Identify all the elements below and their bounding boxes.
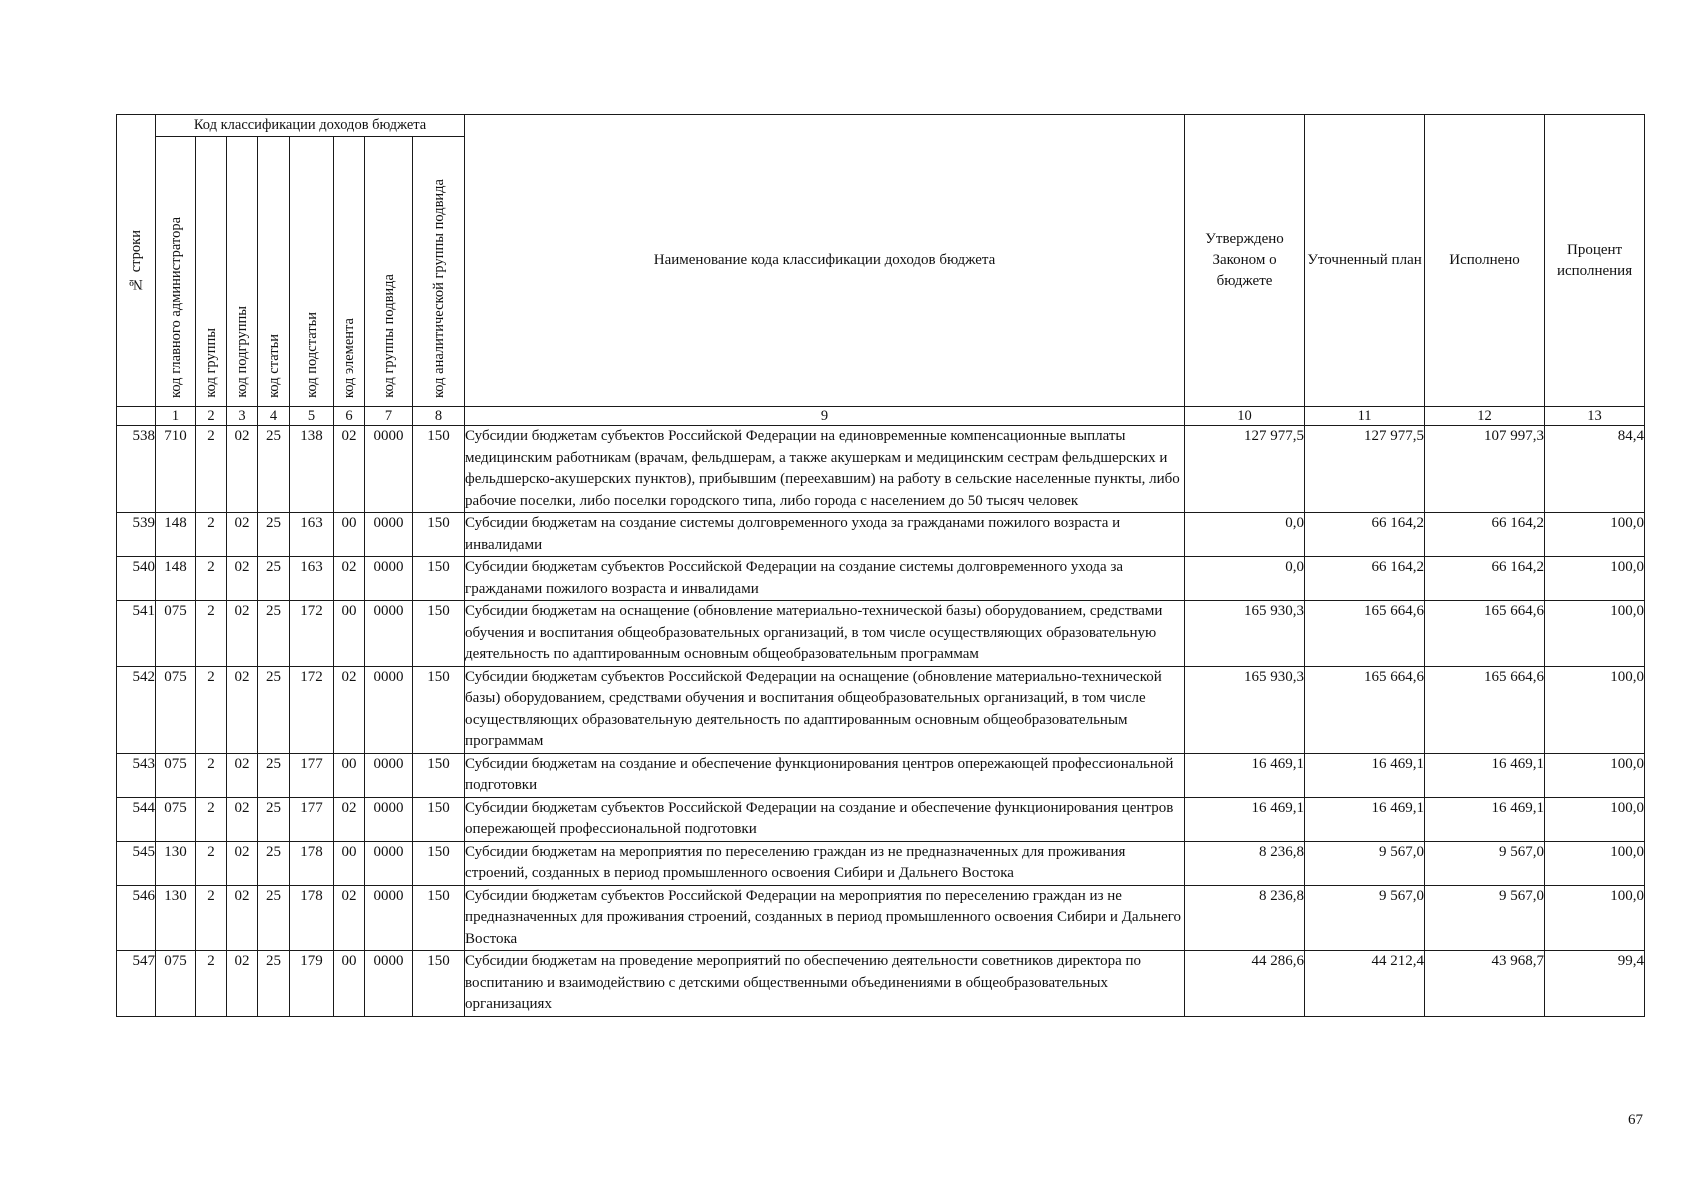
column-number: 8 bbox=[413, 407, 465, 426]
subarticle-code-cell: 179 bbox=[290, 951, 334, 1017]
row-number-cell: 545 bbox=[117, 841, 156, 885]
table-row bbox=[117, 885, 1645, 951]
page-number: 67 bbox=[1628, 1112, 1643, 1128]
admin-code-cell: 075 bbox=[156, 951, 196, 1017]
column-number: 11 bbox=[1305, 407, 1425, 426]
budget-revenue-table bbox=[116, 114, 1645, 1017]
analytic-code-cell: 150 bbox=[413, 426, 465, 513]
element-code-cell: 02 bbox=[334, 885, 365, 951]
analytic-code-cell: 150 bbox=[413, 601, 465, 667]
percent-value-cell: 100,0 bbox=[1545, 513, 1645, 557]
table-row bbox=[117, 666, 1645, 753]
analytic-code-cell: 150 bbox=[413, 513, 465, 557]
executed-value-cell: 66 164,2 bbox=[1425, 557, 1545, 601]
approved-value-cell: 165 930,3 bbox=[1185, 601, 1305, 667]
executed-value-cell: 165 664,6 bbox=[1425, 601, 1545, 667]
executed-column-header: Исполнено bbox=[1425, 115, 1545, 407]
admin-code-cell: 130 bbox=[156, 885, 196, 951]
group-code-cell: 2 bbox=[196, 797, 227, 841]
subtype-group-code-header: код группы подвида bbox=[365, 137, 413, 407]
subgroup-code-cell: 02 bbox=[227, 513, 258, 557]
group-code-cell: 2 bbox=[196, 666, 227, 753]
subgroup-code-cell: 02 bbox=[227, 951, 258, 1017]
percent-value-cell: 99,4 bbox=[1545, 951, 1645, 1017]
approved-value-cell: 8 236,8 bbox=[1185, 841, 1305, 885]
row-number-header: № строки bbox=[117, 115, 156, 407]
approved-value-cell: 16 469,1 bbox=[1185, 753, 1305, 797]
article-code-cell: 25 bbox=[258, 557, 290, 601]
article-code-header: код статьи bbox=[258, 137, 290, 407]
subtype-group-code-cell: 0000 bbox=[365, 557, 413, 601]
approved-value-cell: 0,0 bbox=[1185, 513, 1305, 557]
revenue-name-cell: Субсидии бюджетам на создание и обеспечение функционирования центров опережающей профессиональной подготовки bbox=[465, 753, 1185, 797]
group-code-cell: 2 bbox=[196, 885, 227, 951]
refined-plan-value-cell: 66 164,2 bbox=[1305, 557, 1425, 601]
article-code-cell: 25 bbox=[258, 951, 290, 1017]
subtype-group-code-cell: 0000 bbox=[365, 797, 413, 841]
table-row bbox=[117, 753, 1645, 797]
subtype-group-code-cell: 0000 bbox=[365, 601, 413, 667]
admin-code-cell: 148 bbox=[156, 557, 196, 601]
executed-value-cell: 66 164,2 bbox=[1425, 513, 1545, 557]
revenue-name-cell: Субсидии бюджетам на оснащение (обновление материально-технической базы) оборудованием, средствами обучения и воспитания общеобразовательных организаций, в том числе осуществляющих образовательную деятельность по адаптированным основным общеобразовательным программам bbox=[465, 601, 1185, 667]
approved-value-cell: 127 977,5 bbox=[1185, 426, 1305, 513]
analytic-group-code-header: код аналитической группы подвида bbox=[413, 137, 465, 407]
approved-value-cell: 0,0 bbox=[1185, 557, 1305, 601]
column-number: 4 bbox=[258, 407, 290, 426]
table-row bbox=[117, 557, 1645, 601]
approved-value-cell: 8 236,8 bbox=[1185, 885, 1305, 951]
admin-code-header: код главного администратора bbox=[156, 137, 196, 407]
article-code-cell: 25 bbox=[258, 753, 290, 797]
percent-value-cell: 100,0 bbox=[1545, 841, 1645, 885]
refined-plan-value-cell: 44 212,4 bbox=[1305, 951, 1425, 1017]
subarticle-code-cell: 177 bbox=[290, 753, 334, 797]
executed-value-cell: 16 469,1 bbox=[1425, 797, 1545, 841]
percent-value-cell: 100,0 bbox=[1545, 557, 1645, 601]
row-number-cell: 538 bbox=[117, 426, 156, 513]
percent-value-cell: 84,4 bbox=[1545, 426, 1645, 513]
approved-value-cell: 44 286,6 bbox=[1185, 951, 1305, 1017]
element-code-cell: 02 bbox=[334, 666, 365, 753]
subgroup-code-header: код подгруппы bbox=[227, 137, 258, 407]
executed-value-cell: 16 469,1 bbox=[1425, 753, 1545, 797]
article-code-cell: 25 bbox=[258, 797, 290, 841]
subarticle-code-cell: 177 bbox=[290, 797, 334, 841]
percent-value-cell: 100,0 bbox=[1545, 885, 1645, 951]
table-row bbox=[117, 601, 1645, 667]
column-number: 1 bbox=[156, 407, 196, 426]
subtype-group-code-cell: 0000 bbox=[365, 753, 413, 797]
element-code-cell: 00 bbox=[334, 601, 365, 667]
refined-plan-value-cell: 165 664,6 bbox=[1305, 666, 1425, 753]
element-code-cell: 02 bbox=[334, 557, 365, 601]
subarticle-code-cell: 178 bbox=[290, 841, 334, 885]
column-number-blank bbox=[117, 407, 156, 426]
admin-code-cell: 148 bbox=[156, 513, 196, 557]
column-number: 3 bbox=[227, 407, 258, 426]
row-number-cell: 543 bbox=[117, 753, 156, 797]
admin-code-cell: 130 bbox=[156, 841, 196, 885]
revenue-name-cell: Субсидии бюджетам субъектов Российской Федерации на создание и обеспечение функционирования центров опережающей профессиональной подготовки bbox=[465, 797, 1185, 841]
group-code-cell: 2 bbox=[196, 753, 227, 797]
analytic-code-cell: 150 bbox=[413, 753, 465, 797]
refined-plan-value-cell: 9 567,0 bbox=[1305, 885, 1425, 951]
refined-plan-value-cell: 16 469,1 bbox=[1305, 797, 1425, 841]
approved-column-header: Утверждено Законом о бюджете bbox=[1185, 115, 1305, 407]
approved-value-cell: 165 930,3 bbox=[1185, 666, 1305, 753]
column-number: 9 bbox=[465, 407, 1185, 426]
admin-code-cell: 075 bbox=[156, 753, 196, 797]
subgroup-code-cell: 02 bbox=[227, 753, 258, 797]
revenue-name-cell: Субсидии бюджетам субъектов Российской Федерации на мероприятия по переселению граждан из не предназначенных для проживания строений, созданных в период промышленного освоения Сибири и Дальнего Востока bbox=[465, 885, 1185, 951]
row-number-cell: 546 bbox=[117, 885, 156, 951]
executed-value-cell: 9 567,0 bbox=[1425, 841, 1545, 885]
column-number: 12 bbox=[1425, 407, 1545, 426]
article-code-cell: 25 bbox=[258, 666, 290, 753]
admin-code-cell: 710 bbox=[156, 426, 196, 513]
percent-value-cell: 100,0 bbox=[1545, 797, 1645, 841]
subgroup-code-cell: 02 bbox=[227, 426, 258, 513]
analytic-code-cell: 150 bbox=[413, 841, 465, 885]
revenue-name-cell: Субсидии бюджетам на проведение мероприятий по обеспечению деятельности советников директора по воспитанию и взаимодействию с детскими общественными объединениями в общеобразовательных организациях bbox=[465, 951, 1185, 1017]
executed-value-cell: 43 968,7 bbox=[1425, 951, 1545, 1017]
subarticle-code-cell: 163 bbox=[290, 513, 334, 557]
subtype-group-code-cell: 0000 bbox=[365, 513, 413, 557]
table-row bbox=[117, 841, 1645, 885]
subarticle-code-header: код подстатьи bbox=[290, 137, 334, 407]
subtype-group-code-cell: 0000 bbox=[365, 885, 413, 951]
group-code-cell: 2 bbox=[196, 513, 227, 557]
article-code-cell: 25 bbox=[258, 885, 290, 951]
article-code-cell: 25 bbox=[258, 513, 290, 557]
executed-value-cell: 107 997,3 bbox=[1425, 426, 1545, 513]
table-row bbox=[117, 513, 1645, 557]
row-number-cell: 540 bbox=[117, 557, 156, 601]
column-number: 2 bbox=[196, 407, 227, 426]
table-row bbox=[117, 426, 1645, 513]
column-number: 5 bbox=[290, 407, 334, 426]
name-column-header: Наименование кода классификации доходов бюджета bbox=[465, 115, 1185, 407]
element-code-cell: 02 bbox=[334, 797, 365, 841]
admin-code-cell: 075 bbox=[156, 666, 196, 753]
subtype-group-code-cell: 0000 bbox=[365, 426, 413, 513]
percent-value-cell: 100,0 bbox=[1545, 753, 1645, 797]
subarticle-code-cell: 163 bbox=[290, 557, 334, 601]
refined-plan-value-cell: 127 977,5 bbox=[1305, 426, 1425, 513]
article-code-cell: 25 bbox=[258, 426, 290, 513]
revenue-name-cell: Субсидии бюджетам субъектов Российской Федерации на создание системы долговременного ухода за гражданами пожилого возраста и инвалидами bbox=[465, 557, 1185, 601]
refined-plan-value-cell: 165 664,6 bbox=[1305, 601, 1425, 667]
analytic-code-cell: 150 bbox=[413, 666, 465, 753]
executed-value-cell: 165 664,6 bbox=[1425, 666, 1545, 753]
column-number-row bbox=[117, 407, 1645, 426]
column-number: 6 bbox=[334, 407, 365, 426]
revenue-name-cell: Субсидии бюджетам на создание системы долговременного ухода за гражданами пожилого возраста и инвалидами bbox=[465, 513, 1185, 557]
column-number: 7 bbox=[365, 407, 413, 426]
refined-plan-value-cell: 9 567,0 bbox=[1305, 841, 1425, 885]
admin-code-cell: 075 bbox=[156, 797, 196, 841]
element-code-cell: 00 bbox=[334, 841, 365, 885]
subgroup-code-cell: 02 bbox=[227, 666, 258, 753]
revenue-name-cell: Субсидии бюджетам субъектов Российской Федерации на оснащение (обновление материально-технической базы) оборудованием, средствами обучения и воспитания общеобразовательных организаций, в том числе осуществляющих образовательную деятельность по адаптированным основным общеобразовательным программам bbox=[465, 666, 1185, 753]
subgroup-code-cell: 02 bbox=[227, 601, 258, 667]
analytic-code-cell: 150 bbox=[413, 885, 465, 951]
subtype-group-code-cell: 0000 bbox=[365, 841, 413, 885]
row-number-cell: 547 bbox=[117, 951, 156, 1017]
table-row bbox=[117, 951, 1645, 1017]
element-code-cell: 00 bbox=[334, 951, 365, 1017]
analytic-code-cell: 150 bbox=[413, 951, 465, 1017]
group-code-cell: 2 bbox=[196, 951, 227, 1017]
table-row bbox=[117, 797, 1645, 841]
row-number-cell: 544 bbox=[117, 797, 156, 841]
analytic-code-cell: 150 bbox=[413, 557, 465, 601]
article-code-cell: 25 bbox=[258, 841, 290, 885]
row-number-cell: 539 bbox=[117, 513, 156, 557]
classification-group-header: Код классификации доходов бюджета bbox=[156, 115, 465, 137]
group-code-header: код группы bbox=[196, 137, 227, 407]
article-code-cell: 25 bbox=[258, 601, 290, 667]
revenue-name-cell: Субсидии бюджетам на мероприятия по переселению граждан из не предназначенных для проживания строений, созданных в период промышленного освоения Сибири и Дальнего Востока bbox=[465, 841, 1185, 885]
admin-code-cell: 075 bbox=[156, 601, 196, 667]
subgroup-code-cell: 02 bbox=[227, 885, 258, 951]
subtype-group-code-cell: 0000 bbox=[365, 666, 413, 753]
percent-value-cell: 100,0 bbox=[1545, 601, 1645, 667]
subgroup-code-cell: 02 bbox=[227, 557, 258, 601]
subarticle-code-cell: 178 bbox=[290, 885, 334, 951]
subgroup-code-cell: 02 bbox=[227, 841, 258, 885]
subarticle-code-cell: 138 bbox=[290, 426, 334, 513]
executed-value-cell: 9 567,0 bbox=[1425, 885, 1545, 951]
subarticle-code-cell: 172 bbox=[290, 666, 334, 753]
group-code-cell: 2 bbox=[196, 841, 227, 885]
analytic-code-cell: 150 bbox=[413, 797, 465, 841]
element-code-cell: 00 bbox=[334, 753, 365, 797]
column-number: 13 bbox=[1545, 407, 1645, 426]
revenue-name-cell: Субсидии бюджетам субъектов Российской Федерации на единовременные компенсационные выплаты медицинским работникам (врачам, фельдшерам, а также акушеркам и медицинским сестрам фельдшерских и фельдшерско-акушерских пунктов), прибывшим (переехавшим) на работу в сельские населенные пункты, либо рабочие поселки, либо поселки городского типа, либо города с населением до 50 тысяч человек bbox=[465, 426, 1185, 513]
percent-value-cell: 100,0 bbox=[1545, 666, 1645, 753]
row-number-cell: 542 bbox=[117, 666, 156, 753]
percent-column-header: Процент исполнения bbox=[1545, 115, 1645, 407]
column-number: 10 bbox=[1185, 407, 1305, 426]
group-code-cell: 2 bbox=[196, 557, 227, 601]
element-code-cell: 00 bbox=[334, 513, 365, 557]
approved-value-cell: 16 469,1 bbox=[1185, 797, 1305, 841]
group-code-cell: 2 bbox=[196, 601, 227, 667]
refined-plan-value-cell: 16 469,1 bbox=[1305, 753, 1425, 797]
subgroup-code-cell: 02 bbox=[227, 797, 258, 841]
refined-plan-column-header: Уточненный план bbox=[1305, 115, 1425, 407]
element-code-header: код элемента bbox=[334, 137, 365, 407]
subtype-group-code-cell: 0000 bbox=[365, 951, 413, 1017]
group-code-cell: 2 bbox=[196, 426, 227, 513]
subarticle-code-cell: 172 bbox=[290, 601, 334, 667]
element-code-cell: 02 bbox=[334, 426, 365, 513]
refined-plan-value-cell: 66 164,2 bbox=[1305, 513, 1425, 557]
row-number-cell: 541 bbox=[117, 601, 156, 667]
